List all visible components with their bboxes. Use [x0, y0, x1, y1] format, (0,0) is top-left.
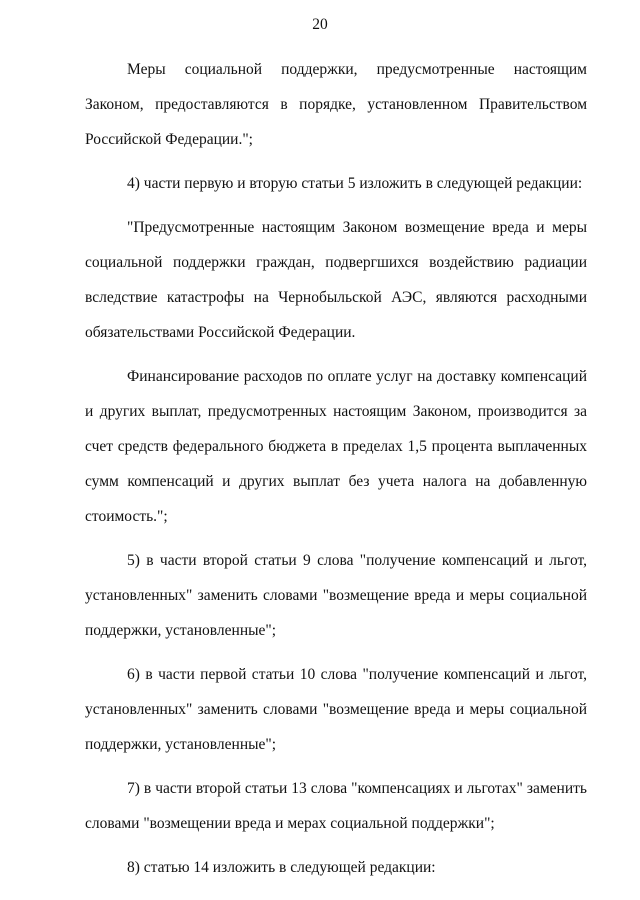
paragraph-amendment-5: 5) в части второй статьи 9 слова "получение компенсаций и льгот, установленных" заменить словами "возмещение вреда и меры социальной поддержки, установленные";	[85, 552, 587, 639]
paragraph-amendment-8: 8) статью 14 изложить в следующей редакции:	[127, 859, 436, 876]
paragraph-financing: Финансирование расходов по оплате услуг на доставку компенсаций и других выплат, предусмотренных настоящим Законом, производится за счет средств федерального бюджета в пределах 1,5 процента выплаченных сумм компенсаций и других выплат без учета налога на добавленную стоимость.";	[85, 368, 587, 525]
paragraph-support-measures: Меры социальной поддержки, предусмотренные настоящим Законом, предоставляются в порядке, установленном Правительством Российской Федерации.";	[85, 61, 587, 148]
paragraph-compensation-obligations: "Предусмотренные настоящим Законом возмещение вреда и меры социальной поддержки граждан, подвергшихся воздействию радиации вследствие катастрофы на Чернобыльской АЭС, являются расходными обязательствами Российской Федерации.	[85, 219, 587, 341]
document-body	[85, 52, 587, 885]
page-number: 20	[312, 16, 328, 33]
paragraph-amendment-4: 4) части первую и вторую статьи 5 изложить в следующей редакции:	[127, 175, 583, 192]
paragraph-amendment-7: 7) в части второй статьи 13 слова "компенсациях и льготах" заменить словами "возмещении вреда и мерах социальной поддержки";	[85, 780, 587, 832]
paragraph-amendment-6: 6) в части первой статьи 10 слова "получение компенсаций и льгот, установленных" заменить словами "возмещение вреда и меры социальной поддержки, установленные";	[85, 666, 587, 753]
